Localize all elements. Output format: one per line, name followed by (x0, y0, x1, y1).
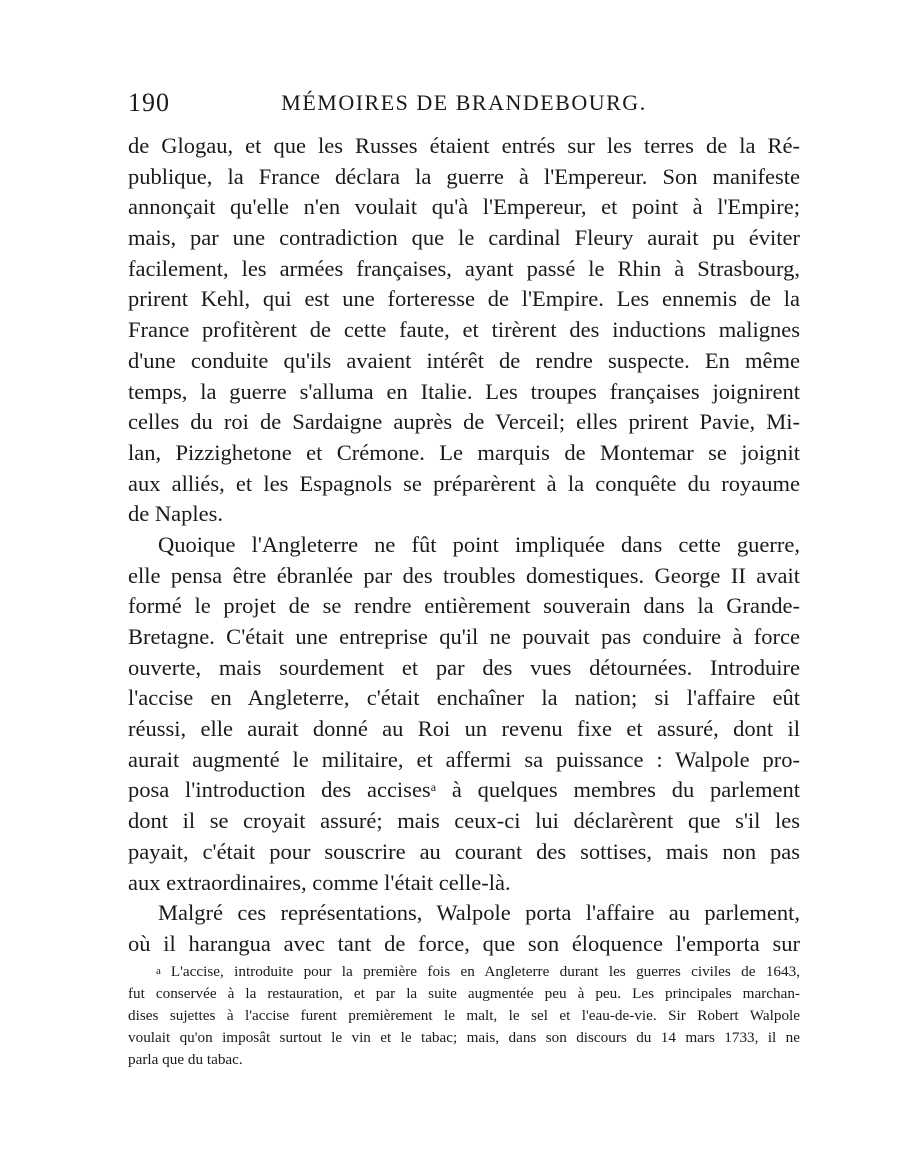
text-line: Bretagne. C'était une entreprise qu'il ne pouvait pas conduire à force (128, 624, 800, 649)
text-line: publique, la France déclara la guerre à l'Empereur. Son manifeste (128, 163, 800, 189)
text-line: lan, Pizzighetone et Crémone. Le marquis de Montemar se joignit (128, 439, 800, 465)
text-line: ouverte, mais sourdement et par des vues détournées. Introduire (128, 654, 800, 680)
footnote-line: voulait qu'on imposât surtout le vin et le tabac; mais, dans son discours du 14 mars 1733, il ne (128, 1029, 800, 1046)
footnote-line: dises sujettes à l'accise furent premièrement le malt, le sel et l'eau-de-vie. Sir Robert Walpole (128, 1007, 800, 1024)
text-line: de Glogau, et que les Russes étaient entrés sur les terres de la Ré- (128, 133, 800, 158)
text-line: l'accise en Angleterre, c'était enchaîner la nation; si l'affaire eût (128, 685, 800, 711)
text-line: temps, la guerre s'alluma en Italie. Les troupes françaises joignirent (128, 378, 800, 404)
text-line: aurait augmenté le militaire, et affermi sa puissance : Walpole pro- (128, 746, 800, 772)
text-line: France profitèrent de cette faute, et tirèrent des inductions malignes (128, 317, 800, 343)
footnote-reference: a (430, 780, 437, 795)
text-line: où il harangua avec tant de force, que son éloquence l'emporta sur (128, 930, 800, 956)
footnote-marker: a (156, 965, 161, 977)
text-segment: posa l'introduction des accises (128, 777, 431, 803)
text-line: Malgré ces représentations, Walpole porta l'affaire au parlement, (158, 900, 800, 926)
text-line: aux extraordinaires, comme l'était celle-là. (128, 869, 511, 895)
text-segment: à quelques membres du parlement (451, 777, 800, 803)
text-line: de Naples. (128, 501, 223, 527)
text-line: annonçait qu'elle n'en voulait qu'à l'Empereur, et point à l'Empire; (128, 194, 800, 220)
footnote-line: parla que du tabac. (128, 1051, 243, 1068)
footnote-line (128, 961, 800, 983)
text-line: aux alliés, et les Espagnols se préparèrent à la conquête du royaume (128, 470, 800, 496)
text-line: Quoique l'Angleterre ne fût point impliquée dans cette guerre, (158, 531, 800, 557)
text-line: prirent Kehl, qui est une forteresse de l'Empire. Les ennemis de la (128, 286, 800, 312)
text-line: dont il se croyait assuré; mais ceux-ci lui déclarèrent que s'il les (128, 808, 800, 834)
text-line: payait, c'était pour souscrire au courant des sottises, mais non pas (128, 838, 800, 864)
footnote-line: fut conservée à la restauration, et par la suite augmentée peu à peu. Les principales marchan- (128, 985, 800, 1002)
text-line: elle pensa être ébranlée par des troubles domestiques. George II avait (128, 562, 800, 588)
running-title: MÉMOIRES DE BRANDEBOURG. (281, 90, 647, 115)
text-line: celles du roi de Sardaigne auprès de Verceil; elles prirent Pavie, Mi- (128, 409, 800, 435)
text-line: formé le projet de se rendre entièrement souverain dans la Grande- (128, 593, 800, 619)
footnote (128, 961, 800, 1071)
body-text (128, 131, 800, 960)
page-header (128, 88, 800, 124)
text-line (128, 775, 800, 806)
page-number: 190 (128, 88, 170, 117)
text-line: mais, par une contradiction que le cardinal Fleury aurait pu éviter (128, 225, 800, 251)
text-line: réussi, elle aurait donné au Roi un revenu fixe et assuré, dont il (128, 716, 800, 742)
footnote-text: L'accise, introduite pour la première fois en Angleterre durant les guerres civiles de 1643, (170, 963, 800, 980)
text-line: facilement, les armées françaises, ayant passé le Rhin à Strasbourg, (128, 255, 800, 281)
text-line: d'une conduite qu'ils avaient intérêt de rendre suspecte. En même (128, 347, 800, 373)
